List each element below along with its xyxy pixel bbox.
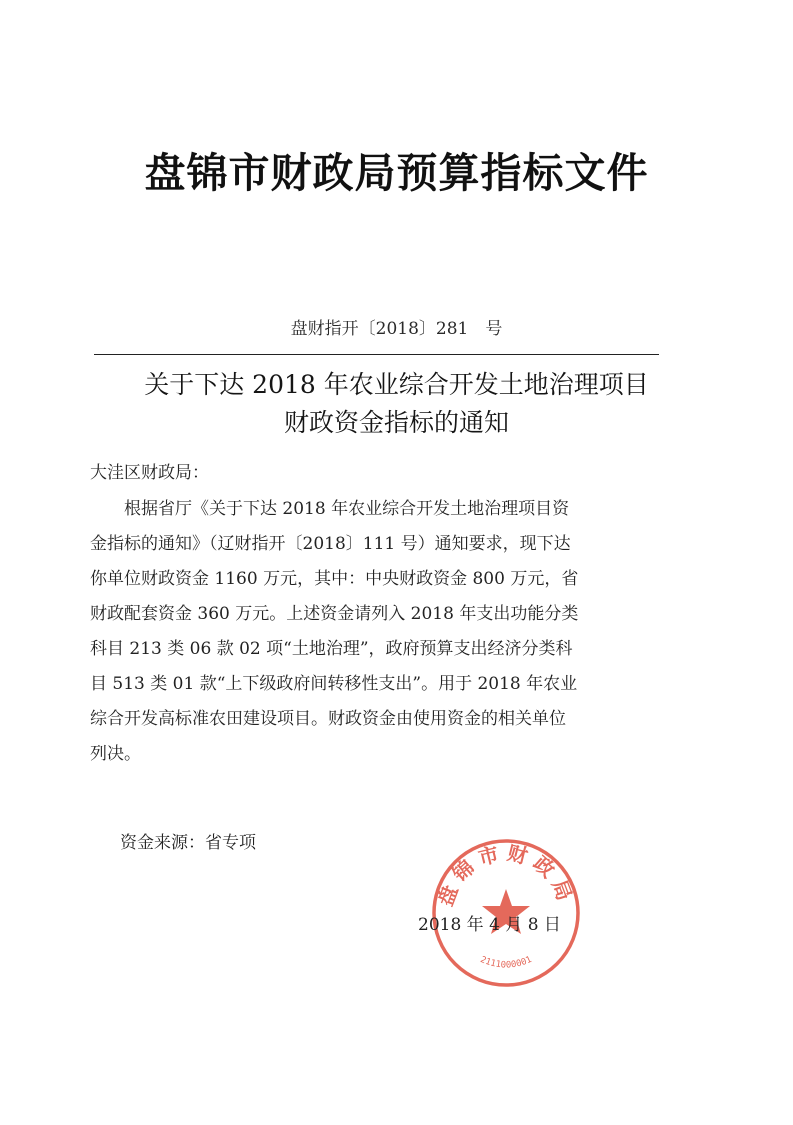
body-line: 财政配套资金 360 万元。上述资金请列入 2018 年支出功能分类 xyxy=(90,604,579,624)
body-line: 金指标的通知》（辽财指开〔2018〕111 号）通知要求，现下达 xyxy=(90,534,571,554)
notice-title xyxy=(0,366,793,442)
fund-source: 资金来源：省专项 xyxy=(120,833,256,853)
document-number: 盘财指开〔2018〕281 号 xyxy=(290,319,503,339)
seal-agency-text: 盘锦市财政局 xyxy=(433,840,579,910)
addressee: 大洼区财政局： xyxy=(90,463,209,483)
body-line: 科目 213 类 06 款 02 项“土地治理”，政府预算支出经济分类科 xyxy=(90,639,573,659)
notice-title-line: 关于下达 2018 年农业综合开发土地治理项目 xyxy=(144,370,649,399)
agency-title: 盘锦市财政局预算指标文件 xyxy=(144,149,649,197)
seal-code-text: 2111000001 xyxy=(478,954,534,971)
body-line: 目 513 类 01 款“上下级政府间转移性支出”。用于 2018 年农业 xyxy=(90,674,578,694)
body-line: 综合开发高标准农田建设项目。财政资金由使用资金的相关单位 xyxy=(90,709,566,729)
notice-body xyxy=(90,492,670,772)
body-line: 根据省厅《关于下达 2018 年农业综合开发土地治理项目资 xyxy=(90,499,570,519)
header-divider xyxy=(94,354,659,355)
notice-title-line: 财政资金指标的通知 xyxy=(283,408,509,437)
issue-date: 2018 年 4 月 8 日 xyxy=(418,915,561,935)
body-line: 列决。 xyxy=(90,744,141,764)
body-line: 你单位财政资金 1160 万元，其中：中央财政资金 800 万元，省 xyxy=(90,569,579,589)
